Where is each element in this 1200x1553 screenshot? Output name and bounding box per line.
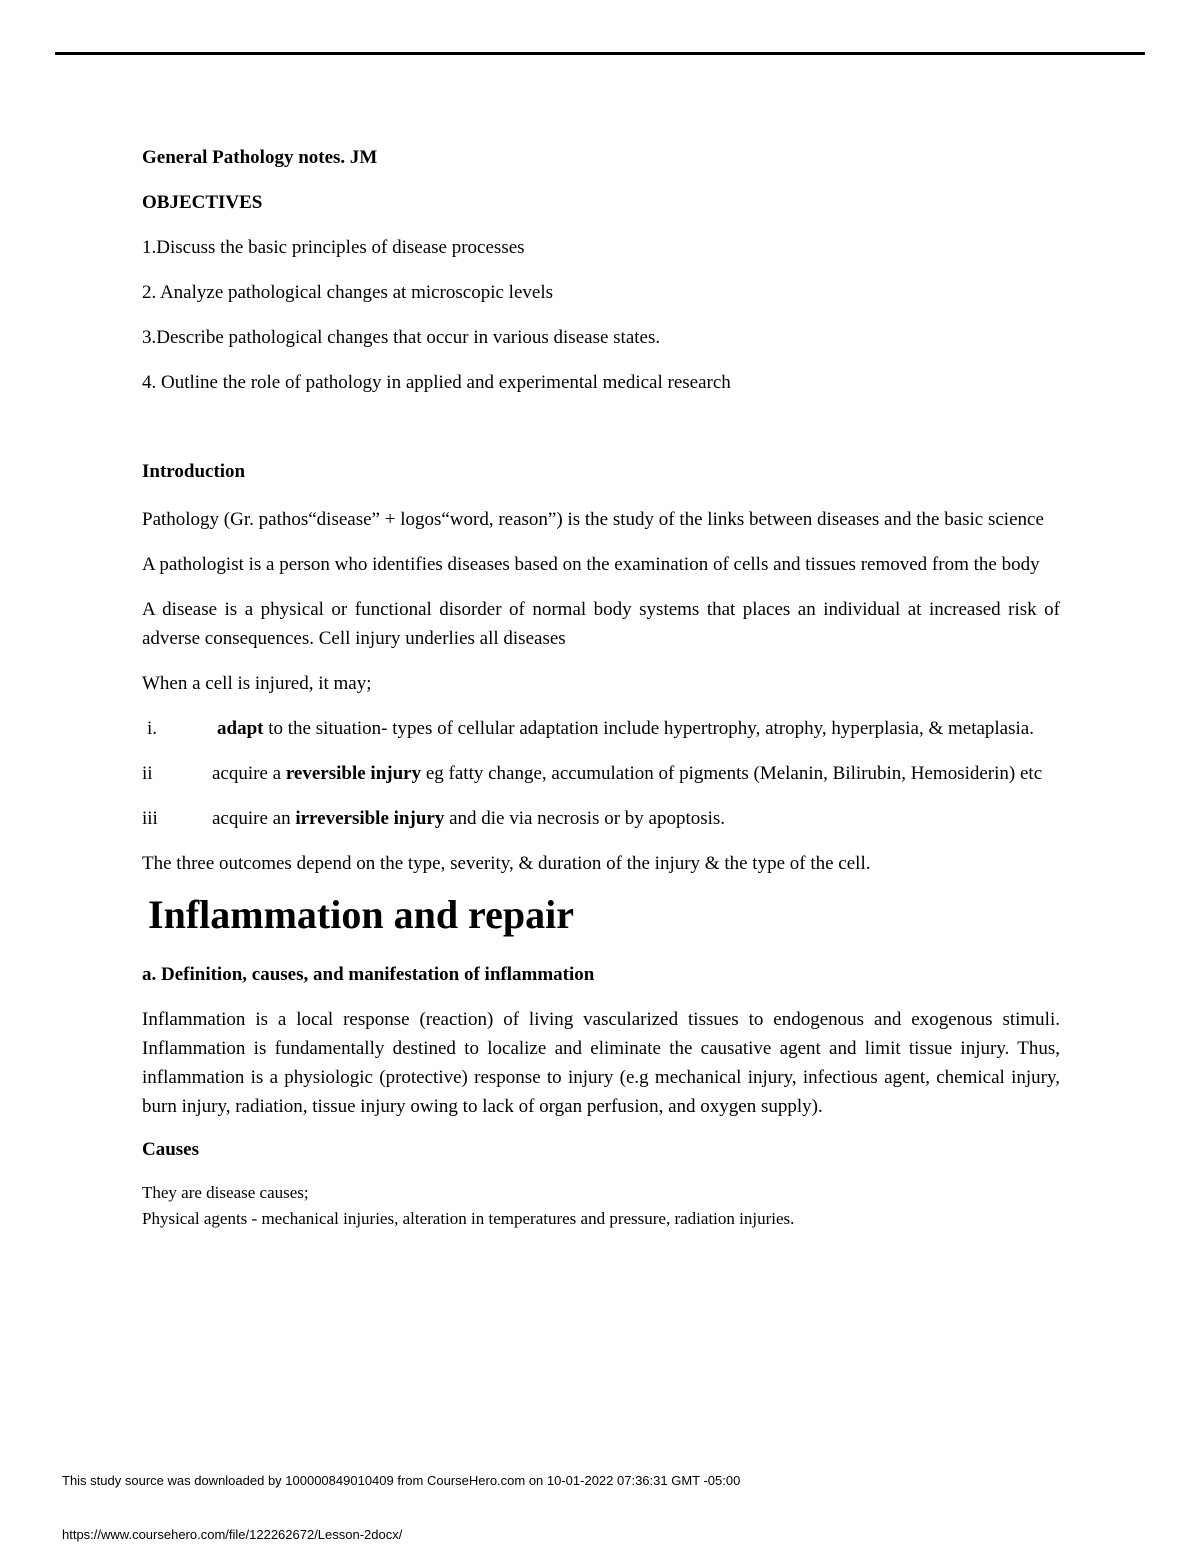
inflammation-subheading: a. Definition, causes, and manifestation of inflammation — [142, 964, 595, 985]
outcomes-summary: The three outcomes depend on the type, severity, & duration of the injury & the type of the cell. — [142, 853, 871, 874]
list-item — [142, 714, 1060, 743]
list-rest: to the situation- types of cellular adaptation include hypertrophy, atrophy, hyperplasia, & metaplasia. — [263, 718, 1034, 739]
objective-item: 1.Discuss the basic principles of disease processes — [142, 237, 525, 258]
causes-line: Physical agents - mechanical injuries, alteration in temperatures and pressure, radiation injuries. — [142, 1209, 795, 1228]
objective-item: 2. Analyze pathological changes at microscopic levels — [142, 282, 553, 303]
list-number: ii — [142, 763, 153, 784]
list-item — [142, 804, 1060, 833]
list-text — [212, 804, 1060, 833]
source-url[interactable]: https://www.coursehero.com/file/122262672/Lesson-2docx/ — [62, 1527, 403, 1542]
cell-injury-intro: When a cell is injured, it may; — [142, 673, 372, 694]
list-bold-term: adapt — [217, 718, 264, 739]
introduction-heading: Introduction — [142, 461, 246, 482]
download-notice: This study source was downloaded by 100000849010409 from CourseHero.com on 10-01-2022 07:36:31 GMT -05:00 — [62, 1473, 741, 1488]
top-rule — [55, 52, 1145, 55]
document-body — [142, 143, 1060, 1232]
list-rest: and die via necrosis or by apoptosis. — [444, 808, 726, 829]
list-pre: acquire an — [212, 808, 296, 829]
causes-line: They are disease causes; — [142, 1183, 309, 1202]
list-bold-term: reversible injury — [285, 763, 422, 784]
causes-heading: Causes — [142, 1139, 200, 1160]
disease-definition: A disease is a physical or functional disorder of normal body systems that places an individual at increased risk of adverse consequences. Cell injury underlies all diseases — [142, 599, 1060, 649]
document-title: General Pathology notes. JM — [142, 147, 378, 168]
objective-item: 3.Describe pathological changes that occur in various disease states. — [142, 327, 661, 348]
causes-text — [142, 1180, 1060, 1232]
objective-item: 4. Outline the role of pathology in applied and experimental medical research — [142, 372, 731, 393]
list-pre: acquire a — [212, 763, 286, 784]
list-bold-term: irreversible injury — [295, 808, 445, 829]
list-number: iii — [142, 808, 158, 829]
objectives-heading: OBJECTIVES — [142, 192, 263, 213]
pathologist-definition: A pathologist is a person who identifies diseases based on the examination of cells and tissues removed from the body — [142, 554, 1040, 575]
inflammation-definition: Inflammation is a local response (reaction) of living vascularized tissues to endogenous and exogenous stimuli. Inflammation is fundamentally destined to localize and eliminate the causative agent and limit tissue injury. Thus, inflammation is a physiologic (protective) response to injury (e.g mechanical injury, infectious agent, chemical injury, burn injury, radiation, tissue injury owing to lack of organ perfusion, and oxygen supply). — [142, 1009, 1060, 1117]
list-number: i. — [147, 718, 158, 739]
list-item — [142, 759, 1060, 788]
inflammation-heading: Inflammation and repair — [148, 892, 574, 937]
list-text — [217, 714, 1060, 743]
pathology-definition: Pathology (Gr. pathos“disease” + logos“word, reason”) is the study of the links between diseases and the basic science — [142, 509, 1044, 530]
list-text — [212, 759, 1060, 788]
list-rest: eg fatty change, accumulation of pigments (Melanin, Bilirubin, Hemosiderin) etc — [421, 763, 1043, 784]
